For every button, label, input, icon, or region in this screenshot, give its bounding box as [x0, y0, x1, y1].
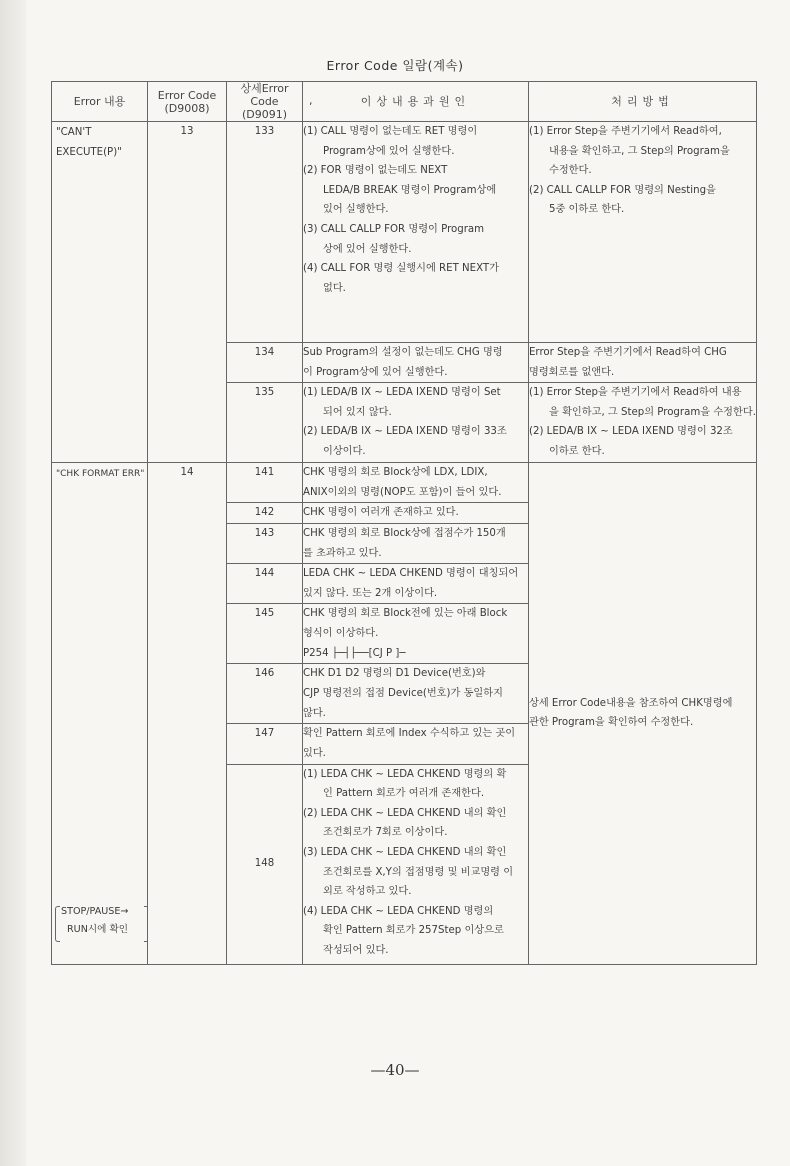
bracket-left: [55, 906, 60, 942]
error-code-cell: 13: [148, 122, 227, 463]
page-number: —40—: [370, 1061, 420, 1079]
error-name-chk-format-err: "CHK FORMAT ERR" STOP/PAUSE→ RUN시에 확인: [52, 463, 148, 964]
action-cell: (1) Error Step을 주변기기에서 Read하여 내용 을 확인하고, 그 Step의 Program을 수정한다. (2) LEDA/B IX ~ LEDA IXEND 명령이 32조 이하로 한다.: [529, 383, 757, 463]
cause-cell: Sub Program의 설정이 없는데도 CHG 명령 이 Program상에 있어 실행한다.: [303, 343, 529, 383]
cause-cell: CHK 명령이 여러개 존재하고 있다.: [303, 503, 529, 524]
detail-code-cell: 145: [227, 604, 303, 664]
error-check-note: STOP/PAUSE→ RUN시에 확인: [61, 906, 129, 936]
table-row: [52, 122, 757, 343]
detail-code-cell: 141: [227, 463, 303, 503]
detail-code-cell: 134: [227, 343, 303, 383]
ladder-diagram-line: P254 ├─┤├──[CJ P ]─: [303, 647, 406, 659]
error-code-cell: 14: [148, 463, 227, 964]
table-header-row: [52, 82, 757, 122]
error-name-cant-execute: "CAN'T EXECUTE(P)": [52, 122, 148, 463]
detail-code-cell: 143: [227, 523, 303, 563]
header-error-code: Error Code (D9008): [148, 82, 227, 122]
error-code-table: [51, 81, 757, 965]
header-action: 처리방법: [529, 82, 757, 122]
detail-code-cell: 144: [227, 564, 303, 604]
cause-cell: CHK 명령의 회로 Block상에 접점수가 150개 를 초과하고 있다.: [303, 523, 529, 563]
detail-code-cell: 146: [227, 664, 303, 724]
cause-cell: 확인 Pattern 회로에 Index 수식하고 있는 곳이 있다.: [303, 724, 529, 764]
cause-cell: (1) LEDA CHK ~ LEDA CHKEND 명령의 확 인 Pattern 회로가 여러개 존재한다. (2) LEDA CHK ~ LEDA CHKEND 내의 확인 조건회로가 7회로 이상이다. (3) LEDA CHK ~ LEDA CHKEND 내의 확인 조건회로를 X,Y의 접점명령 및 비교명령 이 외로 작성하고 있다. (4) LEDA CHK ~ LEDA CHKEND 명령의 확인 Pattern 회로가 257Step 이상으로 작성되어 있다.: [303, 764, 529, 964]
detail-code-cell: 135: [227, 383, 303, 463]
cause-cell: (1) LEDA/B IX ~ LEDA IXEND 명령이 Set 되어 있지 않다. (2) LEDA/B IX ~ LEDA IXEND 명령이 33조 이상이다.: [303, 383, 529, 463]
cause-cell: CHK 명령의 회로 Block전에 있는 아래 Block 형식이 이상하다. P254 ├─┤├──[CJ P ]─: [303, 604, 529, 664]
action-cell: 상세 Error Code내용을 참조하여 CHK명령에 관한 Program을 확인하여 수정한다.: [529, 463, 757, 964]
cause-cell: LEDA CHK ~ LEDA CHKEND 명령이 대칭되어 있지 않다. 또는 2개 이상이다.: [303, 564, 529, 604]
action-cell: (1) Error Step을 주변기기에서 Read하여, 내용을 확인하고, 그 Step의 Program을 수정한다. (2) CALL CALLP FOR 명령의 Nesting을 5중 이하로 한다.: [529, 122, 757, 343]
bracket-right: [144, 906, 148, 942]
cause-cell: CHK 명령의 회로 Block상에 LDX, LDIX, ANIX이외의 명령(NOP도 포함)이 들어 있다.: [303, 463, 529, 503]
detail-code-cell: 147: [227, 724, 303, 764]
header-error-name: Error 내용: [52, 82, 148, 122]
table-row: [52, 463, 757, 503]
cause-cell: (1) CALL 명령이 없는데도 RET 명령이 Program상에 있어 실행한다. (2) FOR 명령이 없는데도 NEXT LEDA/B BREAK 명령이 Program상에 있어 실행한다. (3) CALL CALLP FOR 명령이 Program 상에 있어 실행한다. (4) CALL FOR 명령 실행시에 RET NEXT가 없다.: [303, 122, 529, 343]
detail-code-cell: 148: [227, 764, 303, 964]
detail-code-cell: 133: [227, 122, 303, 343]
cause-cell: CHK D1 D2 명령의 D1 Device(번호)와 CJP 명령전의 접점 Device(번호)가 동일하지 않다.: [303, 664, 529, 724]
action-cell: Error Step을 주변기기에서 Read하여 CHG 명령회로를 없앤다.: [529, 343, 757, 383]
page-title: Error Code 일람(계속): [326, 58, 464, 73]
header-cause: , 이상내용과원인: [303, 82, 529, 122]
header-detail-code: 상세Error Code (D9091): [227, 82, 303, 122]
scan-edge-shadow: [0, 0, 26, 1166]
detail-code-cell: 142: [227, 503, 303, 524]
